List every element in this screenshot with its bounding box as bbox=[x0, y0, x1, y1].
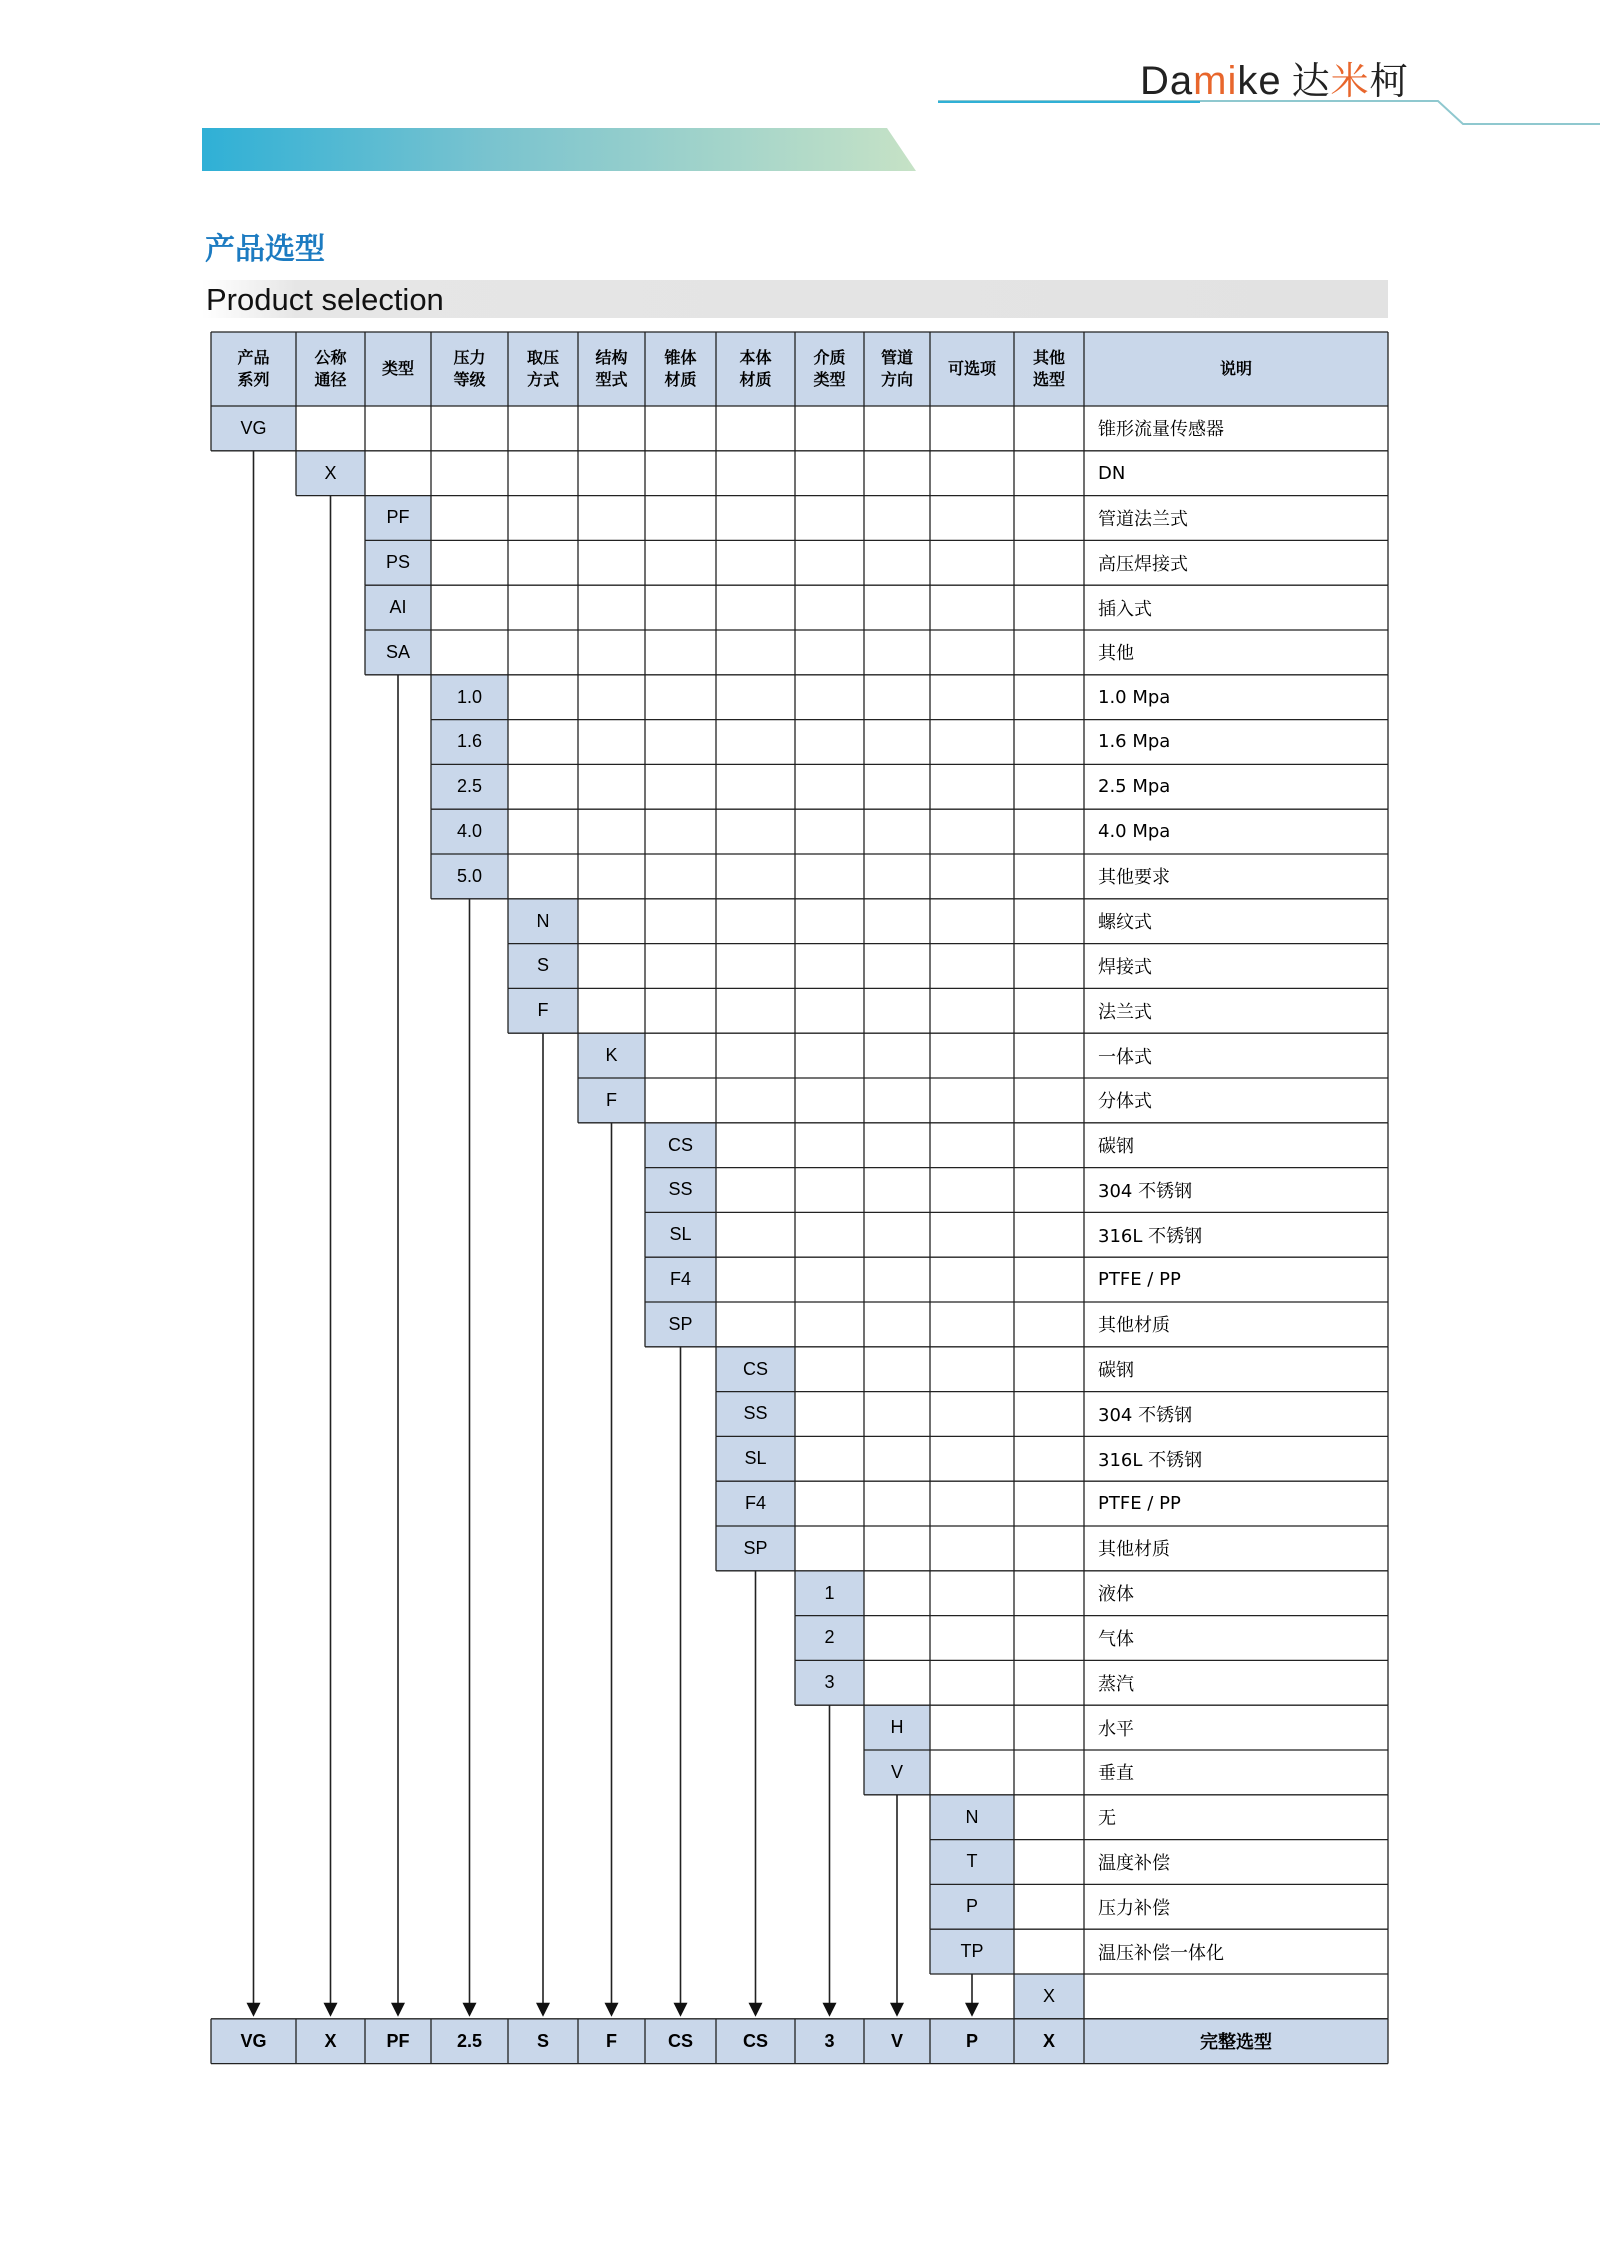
column-header: 结构 型式 bbox=[578, 332, 645, 406]
column-header: 压力 等级 bbox=[431, 332, 508, 406]
option-description: 管道法兰式 bbox=[1098, 508, 1188, 530]
arrow-head-icon bbox=[823, 2003, 837, 2017]
option-code: 5.0 bbox=[431, 854, 508, 899]
option-description: 碳钢 bbox=[1098, 1136, 1134, 1158]
arrow-head-icon bbox=[674, 2003, 688, 2017]
option-code: SP bbox=[645, 1302, 716, 1347]
option-code: X bbox=[1014, 1974, 1084, 2019]
final-code: 2.5 bbox=[431, 2019, 508, 2064]
option-code: SL bbox=[716, 1436, 795, 1481]
arrow-head-icon bbox=[605, 2003, 619, 2017]
final-description: 完整选型 bbox=[1084, 2019, 1388, 2064]
option-description: 垂直 bbox=[1098, 1763, 1134, 1785]
option-description: PTFE / PP bbox=[1098, 1269, 1181, 1291]
logo-latin-post: ke bbox=[1237, 59, 1282, 103]
option-code: SS bbox=[716, 1392, 795, 1437]
column-header: 本体 材质 bbox=[716, 332, 795, 406]
column-header: 其他 选型 bbox=[1014, 332, 1084, 406]
final-code: CS bbox=[645, 2019, 716, 2064]
option-code: 3 bbox=[795, 1660, 864, 1705]
logo-latin-pre: Da bbox=[1140, 59, 1194, 103]
option-description: 4.0 Mpa bbox=[1098, 821, 1171, 843]
option-code: T bbox=[930, 1840, 1014, 1885]
option-code: X bbox=[296, 451, 365, 496]
arrow-head-icon bbox=[324, 2003, 338, 2017]
arrow-head-icon bbox=[247, 2003, 261, 2017]
final-code: X bbox=[1014, 2019, 1084, 2064]
option-description: 其他材质 bbox=[1098, 1315, 1170, 1337]
column-header: 管道 方向 bbox=[864, 332, 930, 406]
option-description: 304 不锈钢 bbox=[1098, 1180, 1193, 1202]
column-header: 公称 通径 bbox=[296, 332, 365, 406]
option-code: CS bbox=[645, 1123, 716, 1168]
column-header: 可选项 bbox=[930, 332, 1014, 406]
column-header: 类型 bbox=[365, 332, 431, 406]
option-code: S bbox=[508, 944, 578, 989]
option-description: 法兰式 bbox=[1098, 1001, 1152, 1023]
option-description: 温度补偿 bbox=[1098, 1852, 1170, 1874]
option-description: 压力补偿 bbox=[1098, 1897, 1170, 1919]
option-description: 316L 不锈钢 bbox=[1098, 1449, 1203, 1471]
option-code: F4 bbox=[716, 1481, 795, 1526]
option-code: PF bbox=[365, 496, 431, 541]
final-code: F bbox=[578, 2019, 645, 2064]
option-code: F4 bbox=[645, 1257, 716, 1302]
option-description: 一体式 bbox=[1098, 1046, 1152, 1068]
final-code: VG bbox=[211, 2019, 296, 2064]
option-description: 316L 不锈钢 bbox=[1098, 1225, 1203, 1247]
logo-latin-mi: mi bbox=[1193, 59, 1238, 103]
final-code: V bbox=[864, 2019, 930, 2064]
option-code: SS bbox=[645, 1168, 716, 1213]
logo-cn-1: 达 bbox=[1291, 59, 1331, 103]
option-code: N bbox=[508, 899, 578, 944]
option-description: 1.6 Mpa bbox=[1098, 731, 1171, 753]
option-code: 4.0 bbox=[431, 809, 508, 854]
option-description: 1.0 Mpa bbox=[1098, 686, 1171, 708]
option-description: 无 bbox=[1098, 1808, 1116, 1830]
arrow-head-icon bbox=[463, 2003, 477, 2017]
option-description: 2.5 Mpa bbox=[1098, 776, 1171, 798]
option-code: 2.5 bbox=[431, 764, 508, 809]
option-description: 锥形流量传感器 bbox=[1098, 419, 1224, 441]
option-code: VG bbox=[211, 406, 296, 451]
option-description: 温压补偿一体化 bbox=[1098, 1942, 1224, 1964]
option-description: 高压焊接式 bbox=[1098, 553, 1188, 575]
option-description: 其他 bbox=[1098, 643, 1134, 665]
column-header: 产品 系列 bbox=[211, 332, 296, 406]
option-description: DN bbox=[1098, 462, 1126, 484]
option-description: 插入式 bbox=[1098, 598, 1152, 620]
option-description: 分体式 bbox=[1098, 1091, 1152, 1113]
option-code: F bbox=[578, 1078, 645, 1123]
column-header: 锥体 材质 bbox=[645, 332, 716, 406]
final-code: P bbox=[930, 2019, 1014, 2064]
arrow-head-icon bbox=[890, 2003, 904, 2017]
arrow-head-icon bbox=[536, 2003, 550, 2017]
final-code: CS bbox=[716, 2019, 795, 2064]
option-description: PTFE / PP bbox=[1098, 1493, 1181, 1515]
option-description: 304 不锈钢 bbox=[1098, 1404, 1193, 1426]
option-description: 其他要求 bbox=[1098, 867, 1170, 889]
section-title-en: Product selection bbox=[206, 282, 444, 317]
option-code: P bbox=[930, 1884, 1014, 1929]
logo-cn-2: 米 bbox=[1330, 59, 1370, 103]
option-code: SA bbox=[365, 630, 431, 675]
final-code: X bbox=[296, 2019, 365, 2064]
column-header: 取压 方式 bbox=[508, 332, 578, 406]
column-header: 说明 bbox=[1084, 332, 1388, 406]
arrow-head-icon bbox=[965, 2003, 979, 2017]
option-code: PS bbox=[365, 540, 431, 585]
option-description: 碳钢 bbox=[1098, 1360, 1134, 1382]
option-code: 1 bbox=[795, 1571, 864, 1616]
option-code: V bbox=[864, 1750, 930, 1795]
option-description: 焊接式 bbox=[1098, 956, 1152, 978]
option-code: AI bbox=[365, 585, 431, 630]
option-description: 水平 bbox=[1098, 1718, 1134, 1740]
option-description: 其他材质 bbox=[1098, 1539, 1170, 1561]
option-code: CS bbox=[716, 1347, 795, 1392]
arrow-head-icon bbox=[391, 2003, 405, 2017]
option-description: 液体 bbox=[1098, 1584, 1134, 1606]
option-code: 2 bbox=[795, 1616, 864, 1661]
option-code: N bbox=[930, 1795, 1014, 1840]
option-description: 气体 bbox=[1098, 1628, 1134, 1650]
option-code: 1.0 bbox=[431, 675, 508, 720]
option-code: SL bbox=[645, 1212, 716, 1257]
column-header: 介质 类型 bbox=[795, 332, 864, 406]
option-code: SP bbox=[716, 1526, 795, 1571]
logo-cn-3: 柯 bbox=[1369, 59, 1409, 103]
final-code: S bbox=[508, 2019, 578, 2064]
final-code: 3 bbox=[795, 2019, 864, 2064]
option-description: 螺纹式 bbox=[1098, 912, 1152, 934]
option-code: H bbox=[864, 1705, 930, 1750]
arrow-head-icon bbox=[749, 2003, 763, 2017]
option-description: 蒸汽 bbox=[1098, 1673, 1134, 1695]
option-code: TP bbox=[930, 1929, 1014, 1974]
final-code: PF bbox=[365, 2019, 431, 2064]
section-title-cn: 产品选型 bbox=[205, 232, 325, 267]
option-code: K bbox=[578, 1033, 645, 1078]
option-code: 1.6 bbox=[431, 720, 508, 765]
option-code: F bbox=[508, 988, 578, 1033]
